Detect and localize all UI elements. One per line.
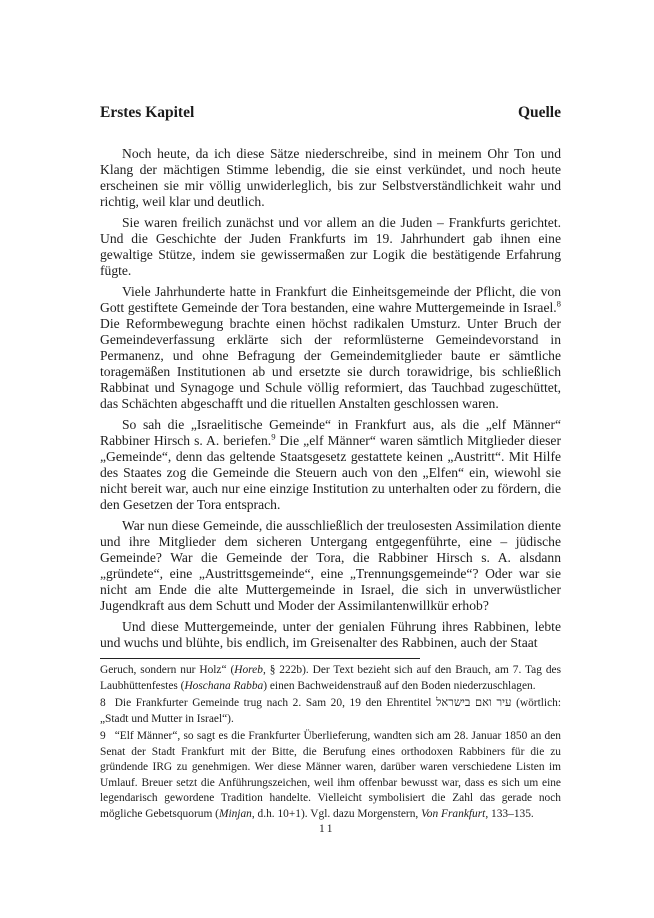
page-number: 11 xyxy=(318,823,336,835)
body-paragraph xyxy=(100,417,561,513)
text-run: Und diese Muttergemeinde, unter der genialen Führung ihres Rabbinen, lebte und wuchs und blühte, bis endlich, im Greisenalter des Rabbinen, auch der Staat xyxy=(100,619,561,650)
body-text xyxy=(100,146,561,656)
body-paragraph xyxy=(100,146,561,210)
footnote xyxy=(100,696,561,727)
text-run: , § 222b). Der Text bezieht sich auf den Brauch, am 7. Tag des Laubhüttenfestes ( xyxy=(100,664,561,692)
text-run: So sah die „Israelitische Gemeinde“ in Frankfurt aus, als die „elf Männer“ Rabbiner Hirsch s. A. beriefen. xyxy=(100,417,561,448)
footnote-marker: 8 xyxy=(556,298,561,309)
running-header xyxy=(100,104,561,122)
footnote-separator-rule xyxy=(100,658,420,659)
body-paragraph xyxy=(100,284,561,412)
italic-text: Minjan xyxy=(218,807,252,820)
text-run: Geruch, sondern nur Holz“ ( xyxy=(100,664,235,676)
footnote-number: 9 xyxy=(100,730,106,742)
text-run: ) einen Bachweidenstrauß auf den Boden niederzuschlagen. xyxy=(263,679,536,692)
text-run: (wörtlich: „Stadt und Mutter in Israel“). xyxy=(100,697,561,725)
text-run: Viele Jahrhunderte hatte in Frankfurt die Einheitsgemeinde der Pflicht, die von Gott gestiftete Gemeinde der Tora bestanden, eine wahre Muttergemeinde in Israel. xyxy=(100,284,561,315)
italic-text: Horeb xyxy=(234,664,263,676)
section-heading: Quelle xyxy=(517,104,561,121)
text-run: , d.h. 10+1). Vgl. dazu Morgenstern, xyxy=(251,807,422,820)
text-run: Die Reformbewegung brachte einen höchst radikalen Umsturz. Unter Bruch der Gemeindeverfassung erklärte sich der reformlüsterne Gemeindevorstand in Permanenz, und ohne Befragung der Gemeindemitglieder baute er sämtliche toragemäßen Institutionen ab und ersetzte sie durch torawidrige, bis schließlich Rabbinat und Synagoge und Schule völlig reformiert, das Tauchbad zugeschüttet, das Schächten abgeschafft und die rituellen Anstalten geschlossen waren. xyxy=(100,316,561,411)
footnote-marker: 9 xyxy=(271,431,276,442)
text-run: Sie waren freilich zunächst und vor allem an die Juden – Frankfurts gerichtet. Und die Geschichte der Juden Frankfurts im 19. Jahrhundert gab ihnen eine gewaltige Stütze, indem sie gewissermaßen zur Logik die bestätigende Erfahrung fügte. xyxy=(100,215,561,278)
body-paragraph xyxy=(100,619,561,651)
body-paragraph xyxy=(100,518,561,614)
footnote xyxy=(100,663,561,694)
text-run: Noch heute, da ich diese Sätze niederschreibe, sind in meinem Ohr Ton und Klang der mächtigen Stimme lebendig, die sie einst verkündet, und noch heute erscheinen sie mir völlig unwiderleglich, bis zur Selbstverständlichkeit wahr und richtig, weil klar und deutlich. xyxy=(100,146,561,209)
body-paragraph xyxy=(100,215,561,279)
italic-text: Von Frankfurt xyxy=(421,807,486,820)
footnote xyxy=(100,729,561,822)
chapter-heading: Erstes Kapitel xyxy=(100,104,195,121)
hebrew-text: עיר ואם בישראל xyxy=(436,697,512,709)
text-run: Die Frankfurter Gemeinde trug nach 2. Sam 20, 19 den Ehrentitel xyxy=(114,697,437,709)
footnote-number: 8 xyxy=(100,697,106,709)
text-run: “Elf Männer“, so sagt es die Frankfurter Überlieferung, wandten sich am 28. Januar 1850 an den Senat der Stadt Frankfurt mit der Bitte, die Berufung eines orthodoxen Rabbiners für die zu gründende IRG zu genehmigen. Wer diese Männer waren, darüber waren verschiedene Listen im Umlauf. Breuer setzt die Anführungszeichen, weil ihm offenbar bewusst war, dass es sich um eine legendarisch gewordene Tradition handelte. Vielleicht symbolisiert die Zahl das gerade noch mögliche Gebetsquorum ( xyxy=(100,730,561,820)
italic-text: Hoschana Rabba xyxy=(184,679,264,692)
text-run: , 133–135. xyxy=(485,807,534,820)
text-run: Die „elf Männer“ waren sämtlich Mitglieder dieser „Gemeinde“, denn das geltende Staatsgesetz gestattete keinen „Austritt“. Mit Hilfe des Staates zog die Gemeinde die Steuern auch von den „Elfen“ ein, wiewohl sie nicht bereit war, auch nur eine einzige Institution zu unterhalten oder zu fördern, die den Gesetzen der Tora entsprach. xyxy=(100,433,561,512)
text-run: War nun diese Gemeinde, die ausschließlich der treulosesten Assimilation diente und ihre Mitglieder dem sicheren Untergang entgegenführte, eine – jüdische Gemeinde? War die Gemeinde der Tora, die Rabbiner Hirsch s. A. alsdann „gründete“, eine „Austrittsgemeinde“, eine „Trennungsgemeinde“? Oder war sie nicht am Ende die alte Muttergemeinde in Israel, die sich in unverwüstlicher Jugendkraft aus dem Schutt und Moder der Assimilantenwillkür erhob? xyxy=(100,518,561,613)
footnotes-block xyxy=(100,663,561,824)
